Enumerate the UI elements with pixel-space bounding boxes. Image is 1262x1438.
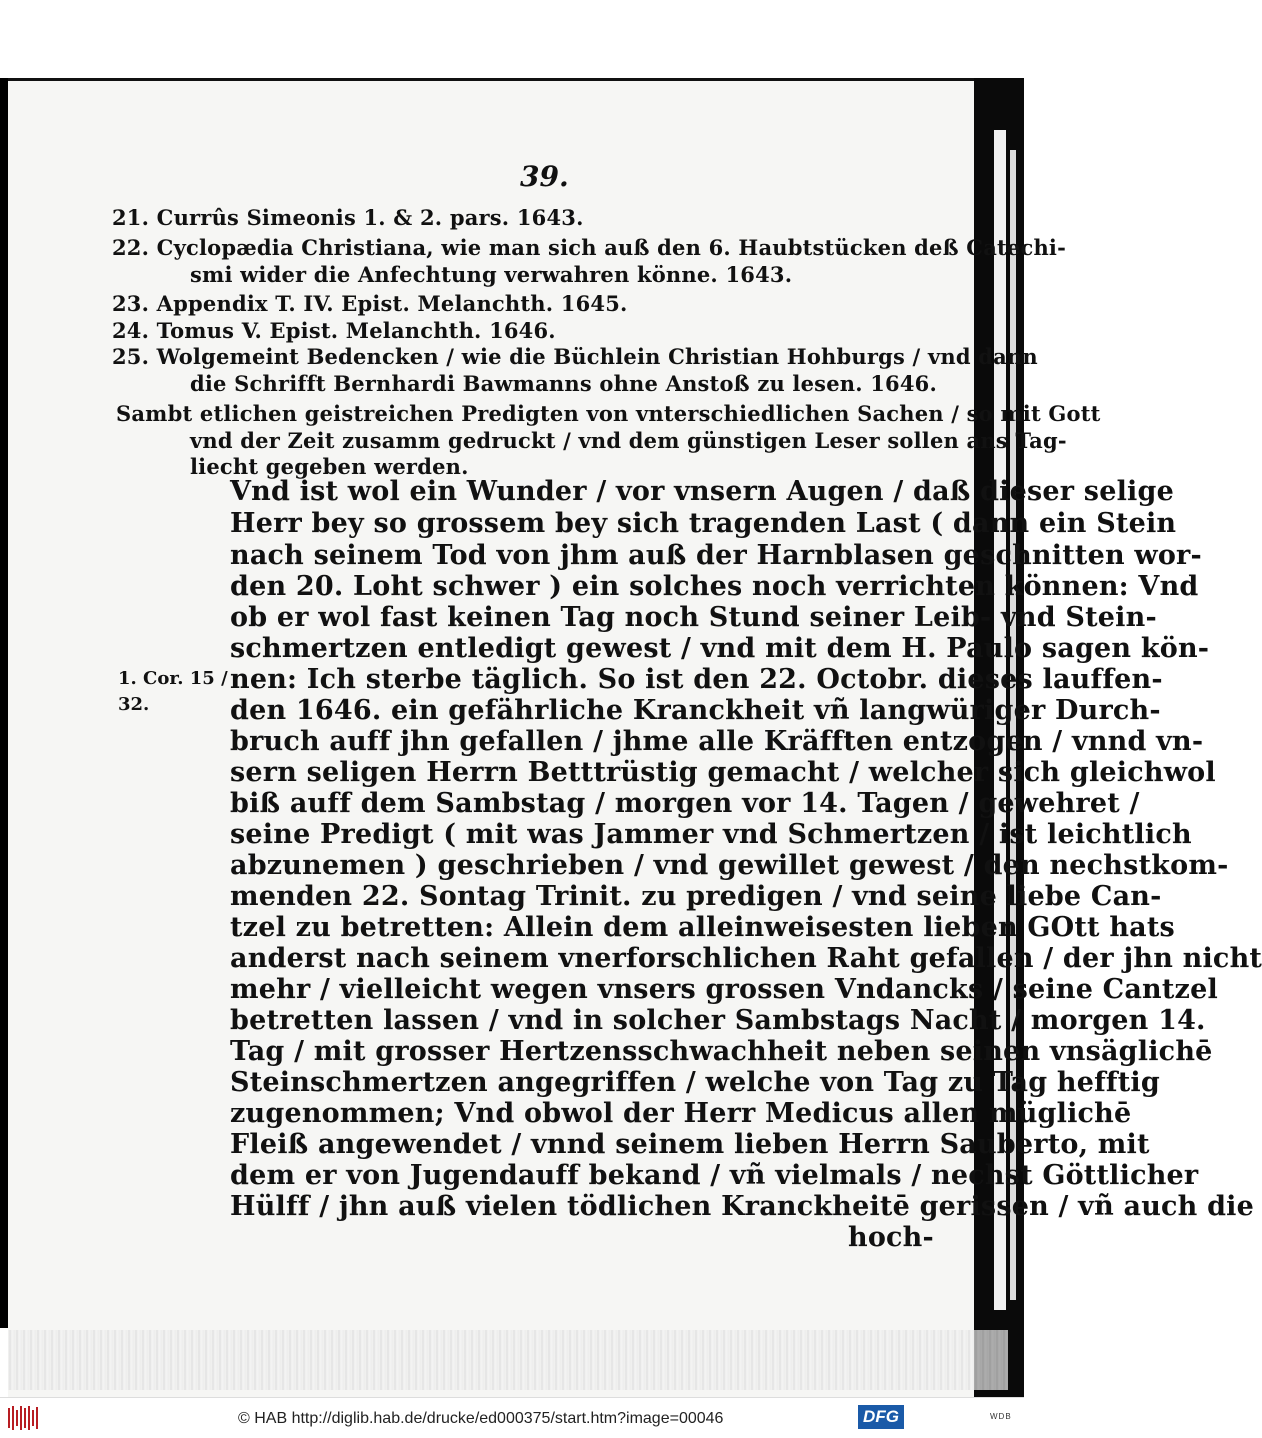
body-line: seine Predigt ( mit was Jammer vnd Schmertzen / ist leichtlich	[230, 819, 1192, 850]
margin-note: 32.	[118, 694, 150, 715]
body-line: den 20. Loht schwer ) ein solches noch verrichten können: Vnd	[230, 571, 1199, 602]
body-line: zugenommen; Vnd obwol der Herr Medicus allen müglichē	[230, 1098, 1132, 1129]
viewer-footer	[0, 1397, 1024, 1438]
list-item-continuation: die Schrifft Bernhardi Bawmanns ohne Anstoß zu lesen. 1646.	[190, 371, 938, 396]
catchword: hoch-	[848, 1222, 934, 1253]
paragraph-line: vnd der Zeit zusamm gedruckt / vnd dem günstigen Leser sollen ans Tag-	[190, 428, 1067, 453]
body-line: bruch auff jhn gefallen / jhme alle Kräfften entzogen / vnnd vn-	[230, 726, 1204, 757]
list-item: 25. Wolgemeint Bedencken / wie die Büchlein Christian Hohburgs / vnd dann	[112, 344, 1038, 369]
body-line: dem er von Jugendauff bekand / vñ vielmals / nechst Göttlicher	[230, 1160, 1199, 1191]
body-line: Hülff / jhn auß vielen tödlichen Kranckheitē gerissen / vñ auch die	[230, 1191, 1255, 1222]
body-line: Steinschmertzen angegriffen / welche von Tag zu Tag hefftig	[230, 1067, 1160, 1098]
body-line: sern seligen Herrn Betttrüstig gemacht / welcher sich gleichwol	[230, 757, 1216, 788]
paragraph-line: Sambt etlichen geistreichen Predigten von vnterschiedlichen Sachen / so mit Gott	[116, 401, 1101, 426]
body-line: Vnd ist wol ein Wunder / vor vnsern Augen / daß dieser selige	[230, 476, 1174, 507]
body-line: schmertzen entledigt gewest / vnd mit dem H. Paulo sagen kön-	[230, 633, 1210, 664]
body-line: ob er wol fast keinen Tag noch Stund seiner Leib- vnd Stein-	[230, 602, 1157, 633]
body-line: betretten lassen / vnd in solcher Sambstags Nacht / morgen 14.	[230, 1005, 1206, 1036]
body-line: nach seinem Tod von jhm auß der Harnblasen geschnitten wor-	[230, 540, 1202, 571]
wdb-logo: WDB	[990, 1412, 1012, 1421]
body-line: menden 22. Sontag Trinit. zu predigen / vnd seine liebe Can-	[230, 881, 1162, 912]
body-line: Herr bey so grossem bey sich tragenden Last ( dann ein Stein	[230, 508, 1177, 539]
body-line: Fleiß angewendet / vnnd seinem lieben Herrn Sauberto, mit	[230, 1129, 1150, 1160]
copyright-url[interactable]: © HAB http://diglib.hab.de/drucke/ed000375/start.htm?image=00046	[238, 1410, 724, 1427]
hab-logo-icon	[6, 1404, 42, 1432]
margin-note: 1. Cor. 15 /	[118, 668, 228, 689]
body-line: Tag / mit grosser Hertzensschwachheit neben seinen vnsäglichē	[230, 1036, 1213, 1067]
scan-top-margin	[0, 0, 1024, 78]
body-line: biß auff dem Sambstag / morgen vor 14. Tagen / gewehret /	[230, 788, 1140, 819]
list-item: 23. Appendix T. IV. Epist. Melanchth. 1645.	[112, 291, 628, 316]
body-line: anderst nach seinem vnerforschlichen Raht gefallen / der jhn nicht	[230, 943, 1262, 974]
dfg-logo: DFG	[858, 1405, 904, 1429]
page-top-edge	[8, 78, 974, 81]
list-item-continuation: smi wider die Anfechtung verwahren könne. 1643.	[190, 262, 793, 287]
list-item: 22. Cyclopædia Christiana, wie man sich auß den 6. Haubtstücken deß Catechi-	[112, 235, 1067, 260]
paragraph-line: liecht gegeben werden.	[190, 454, 469, 479]
body-line: den 1646. ein gefährliche Kranckheit vñ langwüriger Durch-	[230, 695, 1161, 726]
list-item: 24. Tomus V. Epist. Melanchth. 1646.	[112, 318, 556, 343]
page-number: 39.	[520, 160, 569, 193]
body-line: nen: Ich sterbe täglich. So ist den 22. Octobr. dieses lauffen-	[230, 664, 1163, 695]
body-line: abzunemen ) geschrieben / vnd gewillet gewest / den nechstkom-	[230, 850, 1229, 881]
body-line: mehr / vielleicht wegen vnsers grossen Vndancks / seine Cantzel	[230, 974, 1218, 1005]
page-bottom-noise	[8, 1330, 1008, 1390]
body-line: tzel zu betretten: Allein dem alleinweisesten lieben GOtt hats	[230, 912, 1175, 943]
list-item: 21. Currûs Simeonis 1. & 2. pars. 1643.	[112, 205, 584, 230]
scan-left-edge	[0, 78, 8, 1328]
